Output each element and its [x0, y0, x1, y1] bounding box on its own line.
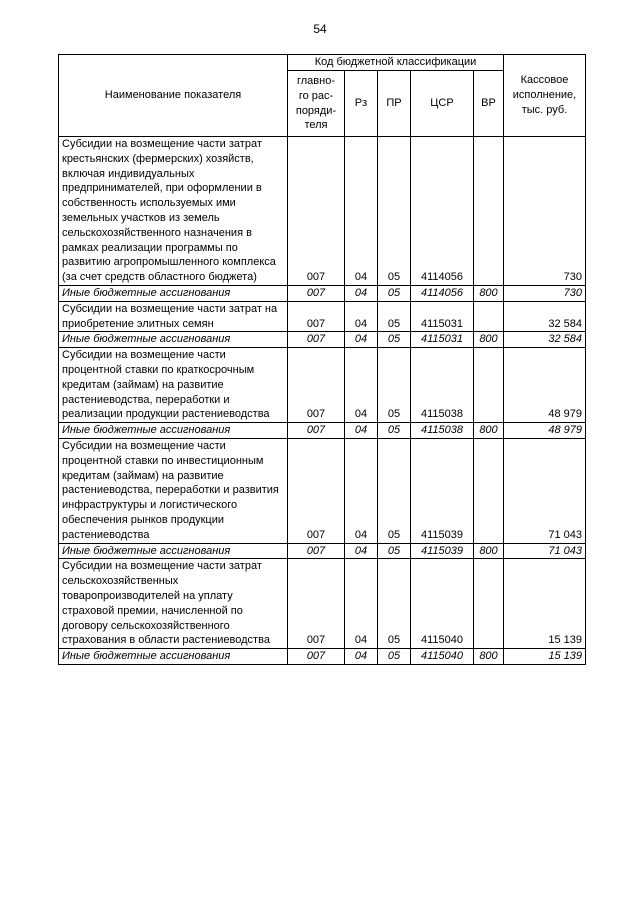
table-row [59, 332, 586, 348]
cell-rz: 04 [345, 332, 378, 348]
cell-pr: 05 [378, 285, 411, 301]
cell-rz: 04 [345, 137, 378, 286]
cell-csr: 4115039 [411, 438, 474, 543]
cell-vr [474, 438, 504, 543]
header-vr: ВР [474, 71, 504, 137]
cell-vr: 800 [474, 285, 504, 301]
cell-name: Субсидии на возмещение части затрат крестьянских (фермерских) хозяйств, включая индивидуальных предпринимателей, при оформлении в собственность используемых ими земельных участков из земель сельскохозяйственного назначения в рамках реализации программы по развитию агропромышленного комплекса (за счет средств областного бюджета) [59, 137, 288, 286]
cell-vr: 800 [474, 543, 504, 559]
cell-amount: 15 139 [504, 649, 586, 665]
table-row [59, 285, 586, 301]
cell-name: Иные бюджетные ассигнования [59, 423, 288, 439]
page-number: 54 [313, 22, 327, 36]
cell-csr: 4115031 [411, 301, 474, 332]
table-row [59, 438, 586, 543]
cell-amount: 32 584 [504, 332, 586, 348]
table-row [59, 423, 586, 439]
cell-amount: 48 979 [504, 423, 586, 439]
cell-glavn: 007 [288, 348, 345, 423]
cell-vr: 800 [474, 649, 504, 665]
cell-rz: 04 [345, 301, 378, 332]
header-glavn: главно- го рас- поряди- теля [288, 71, 345, 137]
cell-amount: 730 [504, 137, 586, 286]
table-row [59, 559, 586, 649]
cell-csr: 4114056 [411, 285, 474, 301]
cell-glavn: 007 [288, 543, 345, 559]
cell-pr: 05 [378, 559, 411, 649]
header-pr: ПР [378, 71, 411, 137]
table-body [59, 137, 586, 665]
cell-vr: 800 [474, 423, 504, 439]
cell-name: Субсидии на возмещение части затрат на приобретение элитных семян [59, 301, 288, 332]
table-row [59, 348, 586, 423]
cell-name: Иные бюджетные ассигнования [59, 285, 288, 301]
cell-rz: 04 [345, 543, 378, 559]
cell-pr: 05 [378, 348, 411, 423]
cell-glavn: 007 [288, 649, 345, 665]
header-rz: Рз [345, 71, 378, 137]
cell-rz: 04 [345, 649, 378, 665]
cell-csr: 4115038 [411, 423, 474, 439]
cell-csr: 4114056 [411, 137, 474, 286]
cell-name: Иные бюджетные ассигнования [59, 649, 288, 665]
table-row [59, 543, 586, 559]
cell-csr: 4115039 [411, 543, 474, 559]
cell-pr: 05 [378, 423, 411, 439]
cell-vr [474, 301, 504, 332]
cell-rz: 04 [345, 423, 378, 439]
table-row [59, 301, 586, 332]
cell-pr: 05 [378, 649, 411, 665]
cell-glavn: 007 [288, 285, 345, 301]
header-csr: ЦСР [411, 71, 474, 137]
cell-vr [474, 348, 504, 423]
cell-csr: 4115038 [411, 348, 474, 423]
cell-vr [474, 137, 504, 286]
cell-vr: 800 [474, 332, 504, 348]
cell-name: Субсидии на возмещение части затрат сельскохозяйственных товаропроизводителей на уплату страховой премии, начисленной по договору сельскохозяйственного страхования в области растениеводства [59, 559, 288, 649]
cell-glavn: 007 [288, 438, 345, 543]
cell-glavn: 007 [288, 137, 345, 286]
cell-csr: 4115040 [411, 649, 474, 665]
cell-vr [474, 559, 504, 649]
cell-rz: 04 [345, 348, 378, 423]
cell-glavn: 007 [288, 332, 345, 348]
header-code-group: Код бюджетной классификации [288, 55, 504, 71]
cell-pr: 05 [378, 137, 411, 286]
cell-amount: 48 979 [504, 348, 586, 423]
cell-rz: 04 [345, 559, 378, 649]
cell-glavn: 007 [288, 301, 345, 332]
cell-amount: 730 [504, 285, 586, 301]
cell-rz: 04 [345, 438, 378, 543]
table-row [59, 137, 586, 286]
cell-name: Субсидии на возмещение части процентной ставки по инвестиционным кредитам (займам) на развитие растениеводства, переработки и развития инфраструктуры и логистического обеспечения рынков продукции растениеводства [59, 438, 288, 543]
cell-csr: 4115031 [411, 332, 474, 348]
budget-table [58, 54, 586, 665]
cell-name: Субсидии на возмещение части процентной ставки по краткосрочным кредитам (займам) на развитие растениеводства, переработки и реализации продукции растениеводства [59, 348, 288, 423]
cell-amount: 15 139 [504, 559, 586, 649]
cell-name: Иные бюджетные ассигнования [59, 543, 288, 559]
cell-pr: 05 [378, 438, 411, 543]
cell-amount: 71 043 [504, 438, 586, 543]
table-row [59, 649, 586, 665]
cell-amount: 71 043 [504, 543, 586, 559]
cell-pr: 05 [378, 301, 411, 332]
cell-glavn: 007 [288, 559, 345, 649]
header-amount: Кассовое исполнение, тыс. руб. [504, 55, 586, 137]
cell-pr: 05 [378, 332, 411, 348]
cell-csr: 4115040 [411, 559, 474, 649]
cell-pr: 05 [378, 543, 411, 559]
header-name: Наименование показателя [59, 55, 288, 137]
cell-name: Иные бюджетные ассигнования [59, 332, 288, 348]
cell-rz: 04 [345, 285, 378, 301]
cell-glavn: 007 [288, 423, 345, 439]
cell-amount: 32 584 [504, 301, 586, 332]
